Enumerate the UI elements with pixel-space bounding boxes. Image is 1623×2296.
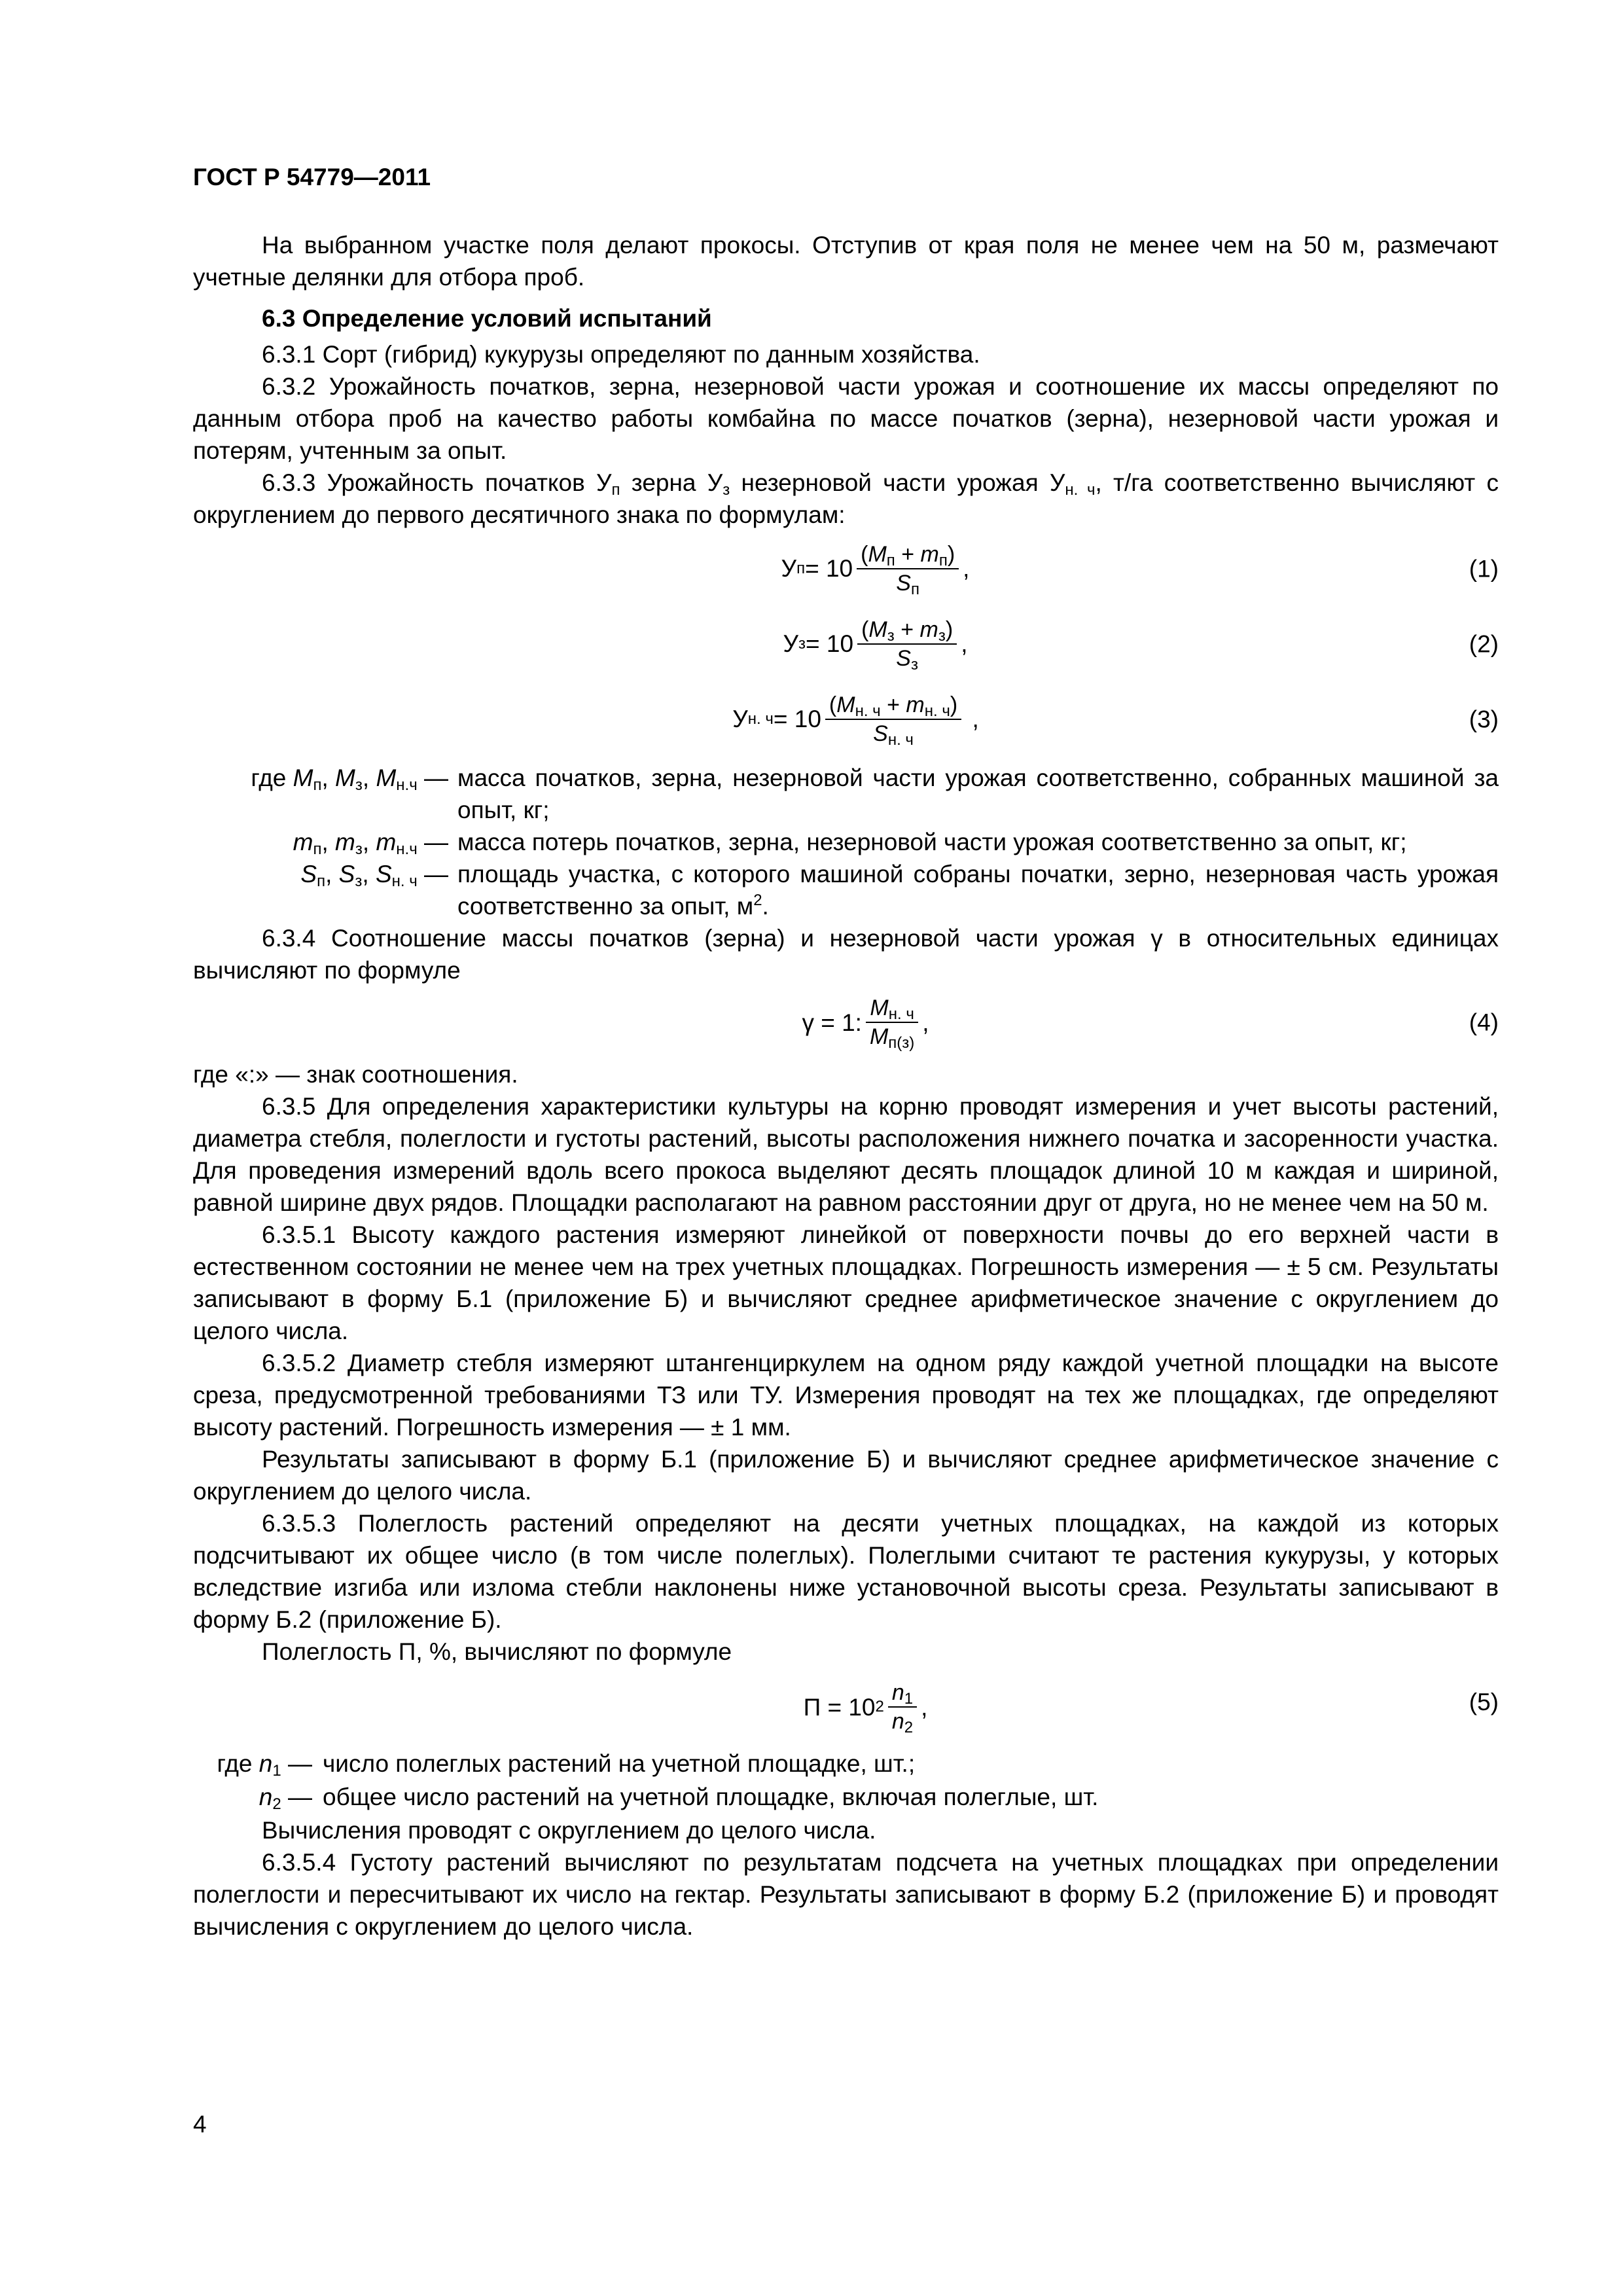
- legend-row-losses: $m_п$, $m_з$, $m_{н.ч}$ — масса потерь початков, зерна, незерновой части урожая соответственно за опыт, кг;: [293, 829, 1407, 858]
- paragraph-6-3-1: 6.3.1 Сорт (гибрид) кукурузы определяют по данным хозяйства.: [262, 341, 980, 368]
- legend-row-n2: $n_2$ — общее число растений на учетной площадке, включая полеглые, шт.: [259, 1784, 1099, 1813]
- legend-row-n1: где $n_1$ — число полеглых растений на учетной площадке, шт.;: [217, 1750, 916, 1780]
- legend-row-mass: где $M_п$, $M_з$, $M_{н.ч}$ — масса початков, зерна, незерновой части урожая соответственно, собранных машиной за опыт, кг;: [251, 764, 1499, 823]
- paragraph-6-3-5-1: 6.3.5.1 Высоту каждого растения измеряют линейкой от поверхности почвы до его верхней части в естественном состоянии не менее чем на трех учетных площадках. Погрешность измерения — ± 5 см. Результаты записывают в форму Б.1 (приложение Б) и вычисляют среднее арифметическое значение с округлением до целого числа.: [193, 1221, 1499, 1344]
- formula-4-fraction: $\frac{M_{н. ч}}{M_{п(з)}}$: [866, 994, 918, 1050]
- formula-3-number: (3): [1469, 706, 1499, 732]
- formula-3-fraction: $\frac{(M_{н. ч} + m_{н. ч})}{S_{н. ч}}$: [825, 691, 961, 747]
- paragraph-6-3-5-4: 6.3.5.4 Густоту растений вычисляют по результатам подсчета на учетных площадках при определении полеглости и пересчитывают их число на гектар. Результаты записывают в форму Б.2 (приложение Б) и проводят вычисления с округлением до целого числа.: [193, 1849, 1499, 1940]
- formula-5-number: (5): [1469, 1689, 1499, 1715]
- paragraph-6-3-4: 6.3.4 Соотношение массы початков (зерна) и незерновой части урожая γ в относительных единицах вычисляют по формуле: [193, 925, 1499, 984]
- formula-1-3-legend: [193, 762, 1499, 922]
- paragraph-intro: На выбранном участке поля делают прокосы. Отступив от края поля не менее чем на 50 м, размечают учетные делянки для отбора проб.: [193, 232, 1499, 291]
- paragraph-6-3-5-2-results: Результаты записывают в форму Б.1 (приложение Б) и вычисляют среднее арифметическое значение с округлением до целого числа.: [193, 1446, 1499, 1505]
- paragraph-6-3-5-2: 6.3.5.2 Диаметр стебля измеряют штангенциркулем на одном ряду каждой учетной площадки на высоте среза, предусмотренной требованиями ТЗ или ТУ. Измерения проводят на тех же площадках, где определяют высоту растений. Погрешность измерения — ± 1 мм.: [193, 1350, 1499, 1441]
- paragraph-rounding: Вычисления проводят с округлением до целого числа.: [262, 1817, 876, 1844]
- document-body: [193, 229, 1499, 1943]
- paragraph-6-3-5-3: 6.3.5.3 Полеглость растений определяют на десяти учетных площадках, на каждой из которых подсчитывают их общее число (в том числе полеглых). Полеглыми считают те растения кукурузы, у которых вследствие изгиба или излома стебли наклонены ниже установочной высоты среза. Результаты записывают в форму Б.2 (приложение Б).: [193, 1510, 1499, 1633]
- legend-colon: где «:» — знак соотношения.: [193, 1061, 518, 1088]
- formula-4: γ = 1: $\frac{M_{н. ч}}{M_{п(з)}}$ , (4): [802, 996, 1499, 1052]
- legend-row-area: $S_п$, $S_з$, $S_{н. ч}$ — площадь участка, с которого машиной собраны початки, зерно, незерновая часть урожая соответственно за опыт, $м^2$.: [300, 861, 1499, 920]
- formula-5-legend: [193, 1746, 1099, 1814]
- formula-2-fraction: $\frac{(M_з + m_з)}{S_з}$: [857, 616, 957, 672]
- formula-1: У п = 10 $\frac{(M_п + m_п)}{S_п}$ , (1): [781, 541, 1499, 598]
- paragraph-6-3-3: 6.3.3 Урожайность початков $У_п$ зерна $У_з$ незерновой части урожая $У_{н. ч}$, т/га соответственно вычисляют с округлением до первого десятичного знака по формулам:: [193, 469, 1499, 528]
- formula-4-number: (4): [1469, 1009, 1499, 1036]
- paragraph-6-3-5: 6.3.5 Для определения характеристики культуры на корню проводят измерения и учет высоты растений, диаметра стебля, полеглости и густоты растений, высоты расположения нижнего початка и засоренности участка. Для проведения измерений вдоль всего прокоса выделяют десять площадок длиной 10 м каждая и шириной, равной ширине двух рядов. Площадки располагают на равном расстоянии друг от друга, но не менее чем на 50 м.: [193, 1093, 1499, 1216]
- formula-2: У з = 10 $\frac{(M_з + m_з)}{S_з}$ , (2): [783, 617, 1499, 673]
- paragraph-6-3-2: 6.3.2 Урожайность початков, зерна, незерновой части урожая и соотношение их массы определяют по данным отбора проб на качество работы комбайна по массе початков (зерна), незерновой части урожая и потерям, учтенным за опыт.: [193, 373, 1499, 464]
- formula-5: П = 10 2 $\frac{n_1}{n_2}$ , (5): [803, 1680, 1499, 1736]
- formula-1-fraction: $\frac{(M_п + m_п)}{S_п}$: [857, 541, 959, 597]
- formula-3: У н. ч = 10 $\frac{(M_{н. ч} + m_{н. ч})}{S_{н. ч}}$ , (3): [732, 692, 1499, 749]
- formula-2-number: (2): [1469, 630, 1499, 657]
- document-header: ГОСТ Р 54779—2011: [193, 164, 431, 190]
- page-number: 4: [193, 2111, 207, 2138]
- section-heading-6-3: 6.3 Определение условий испытаний: [262, 305, 712, 332]
- formula-1-number: (1): [1469, 555, 1499, 582]
- formula-5-fraction: $\frac{n_1}{n_2}$: [888, 1679, 917, 1735]
- paragraph-lodging-formula-intro: Полеглость П, %, вычисляют по формуле: [262, 1638, 732, 1665]
